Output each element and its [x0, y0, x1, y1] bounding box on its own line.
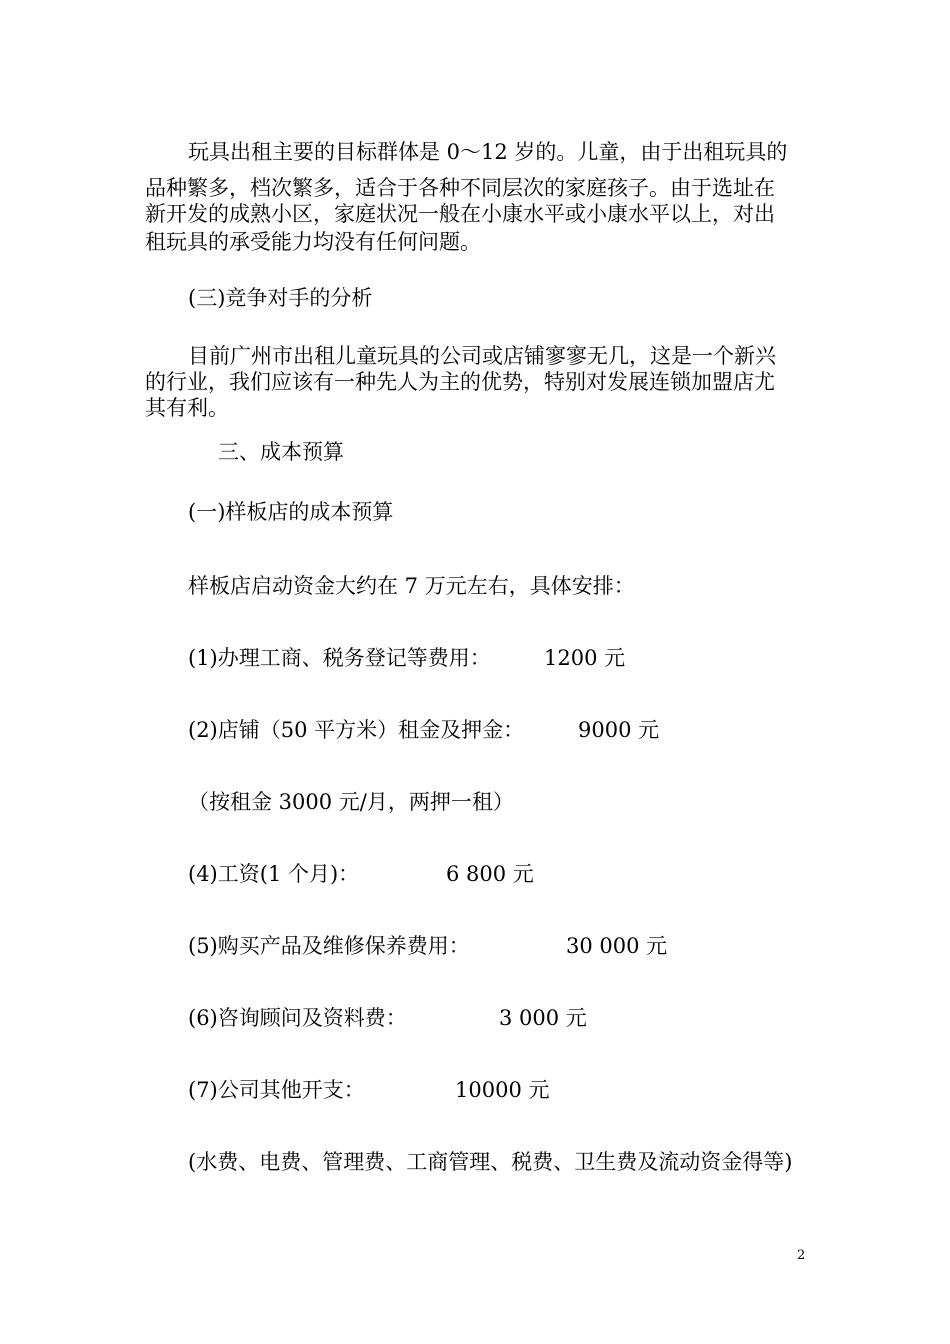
budget-item-amount: 3 000 元 [499, 1006, 587, 1030]
section-heading-budget: 三、成本预算 [218, 440, 344, 464]
budget-item-amount: 10000 元 [455, 1078, 550, 1102]
budget-item-label: (7)公司其他开支： [188, 1078, 365, 1102]
section-heading-competition: (三)竞争对手的分析 [188, 286, 373, 310]
budget-item-amount: 30 000 元 [566, 934, 668, 958]
budget-item-amount: 6 800 元 [446, 862, 534, 886]
budget-item-amount: 9000 元 [578, 718, 660, 742]
paragraph-line: 品种繁多，档次繁多，适合于各种不同层次的家庭孩子。由于选址在 [145, 176, 775, 200]
budget-item-amount: 1200 元 [544, 646, 626, 670]
budget-item-label: (6)咨询顾问及资料费： [188, 1006, 407, 1030]
budget-item-label: (4)工资(1 个月)： [188, 862, 360, 886]
paragraph-line: 其有利。 [145, 396, 229, 420]
paragraph-line: 玩具出租主要的目标群体是 0～12 岁的。儿童，由于出租玩具的 [188, 140, 788, 164]
paragraph-line: 新开发的成熟小区，家庭状况一般在小康水平或小康水平以上，对出 [145, 202, 775, 226]
subsection-heading-sample-store: (一)样板店的成本预算 [188, 500, 394, 524]
budget-intro: 样板店启动资金大约在 7 万元左右，具体安排： [188, 574, 635, 598]
budget-footnote: (水费、电费、管理费、工商管理、税费、卫生费及流动资金得等) [188, 1150, 793, 1174]
paragraph-line: 目前广州市出租儿童玩具的公司或店铺寥寥无几，这是一个新兴 [188, 344, 776, 368]
paragraph-line: 的行业，我们应该有一种先人为主的优势，特别对发展连锁加盟店尤 [145, 370, 775, 394]
paragraph-line: 租玩具的承受能力均没有任何问题。 [145, 230, 481, 254]
budget-item-label: (2)店铺（50 平方米）租金及押金： [188, 718, 525, 742]
budget-item-label: (1)办理工商、税务登记等费用： [188, 646, 491, 670]
budget-item-note: （按租金 3000 元/月，两押一租） [188, 790, 514, 814]
budget-item-label: (5)购买产品及维修保养费用： [188, 934, 470, 958]
page-number: 2 [797, 1248, 806, 1263]
